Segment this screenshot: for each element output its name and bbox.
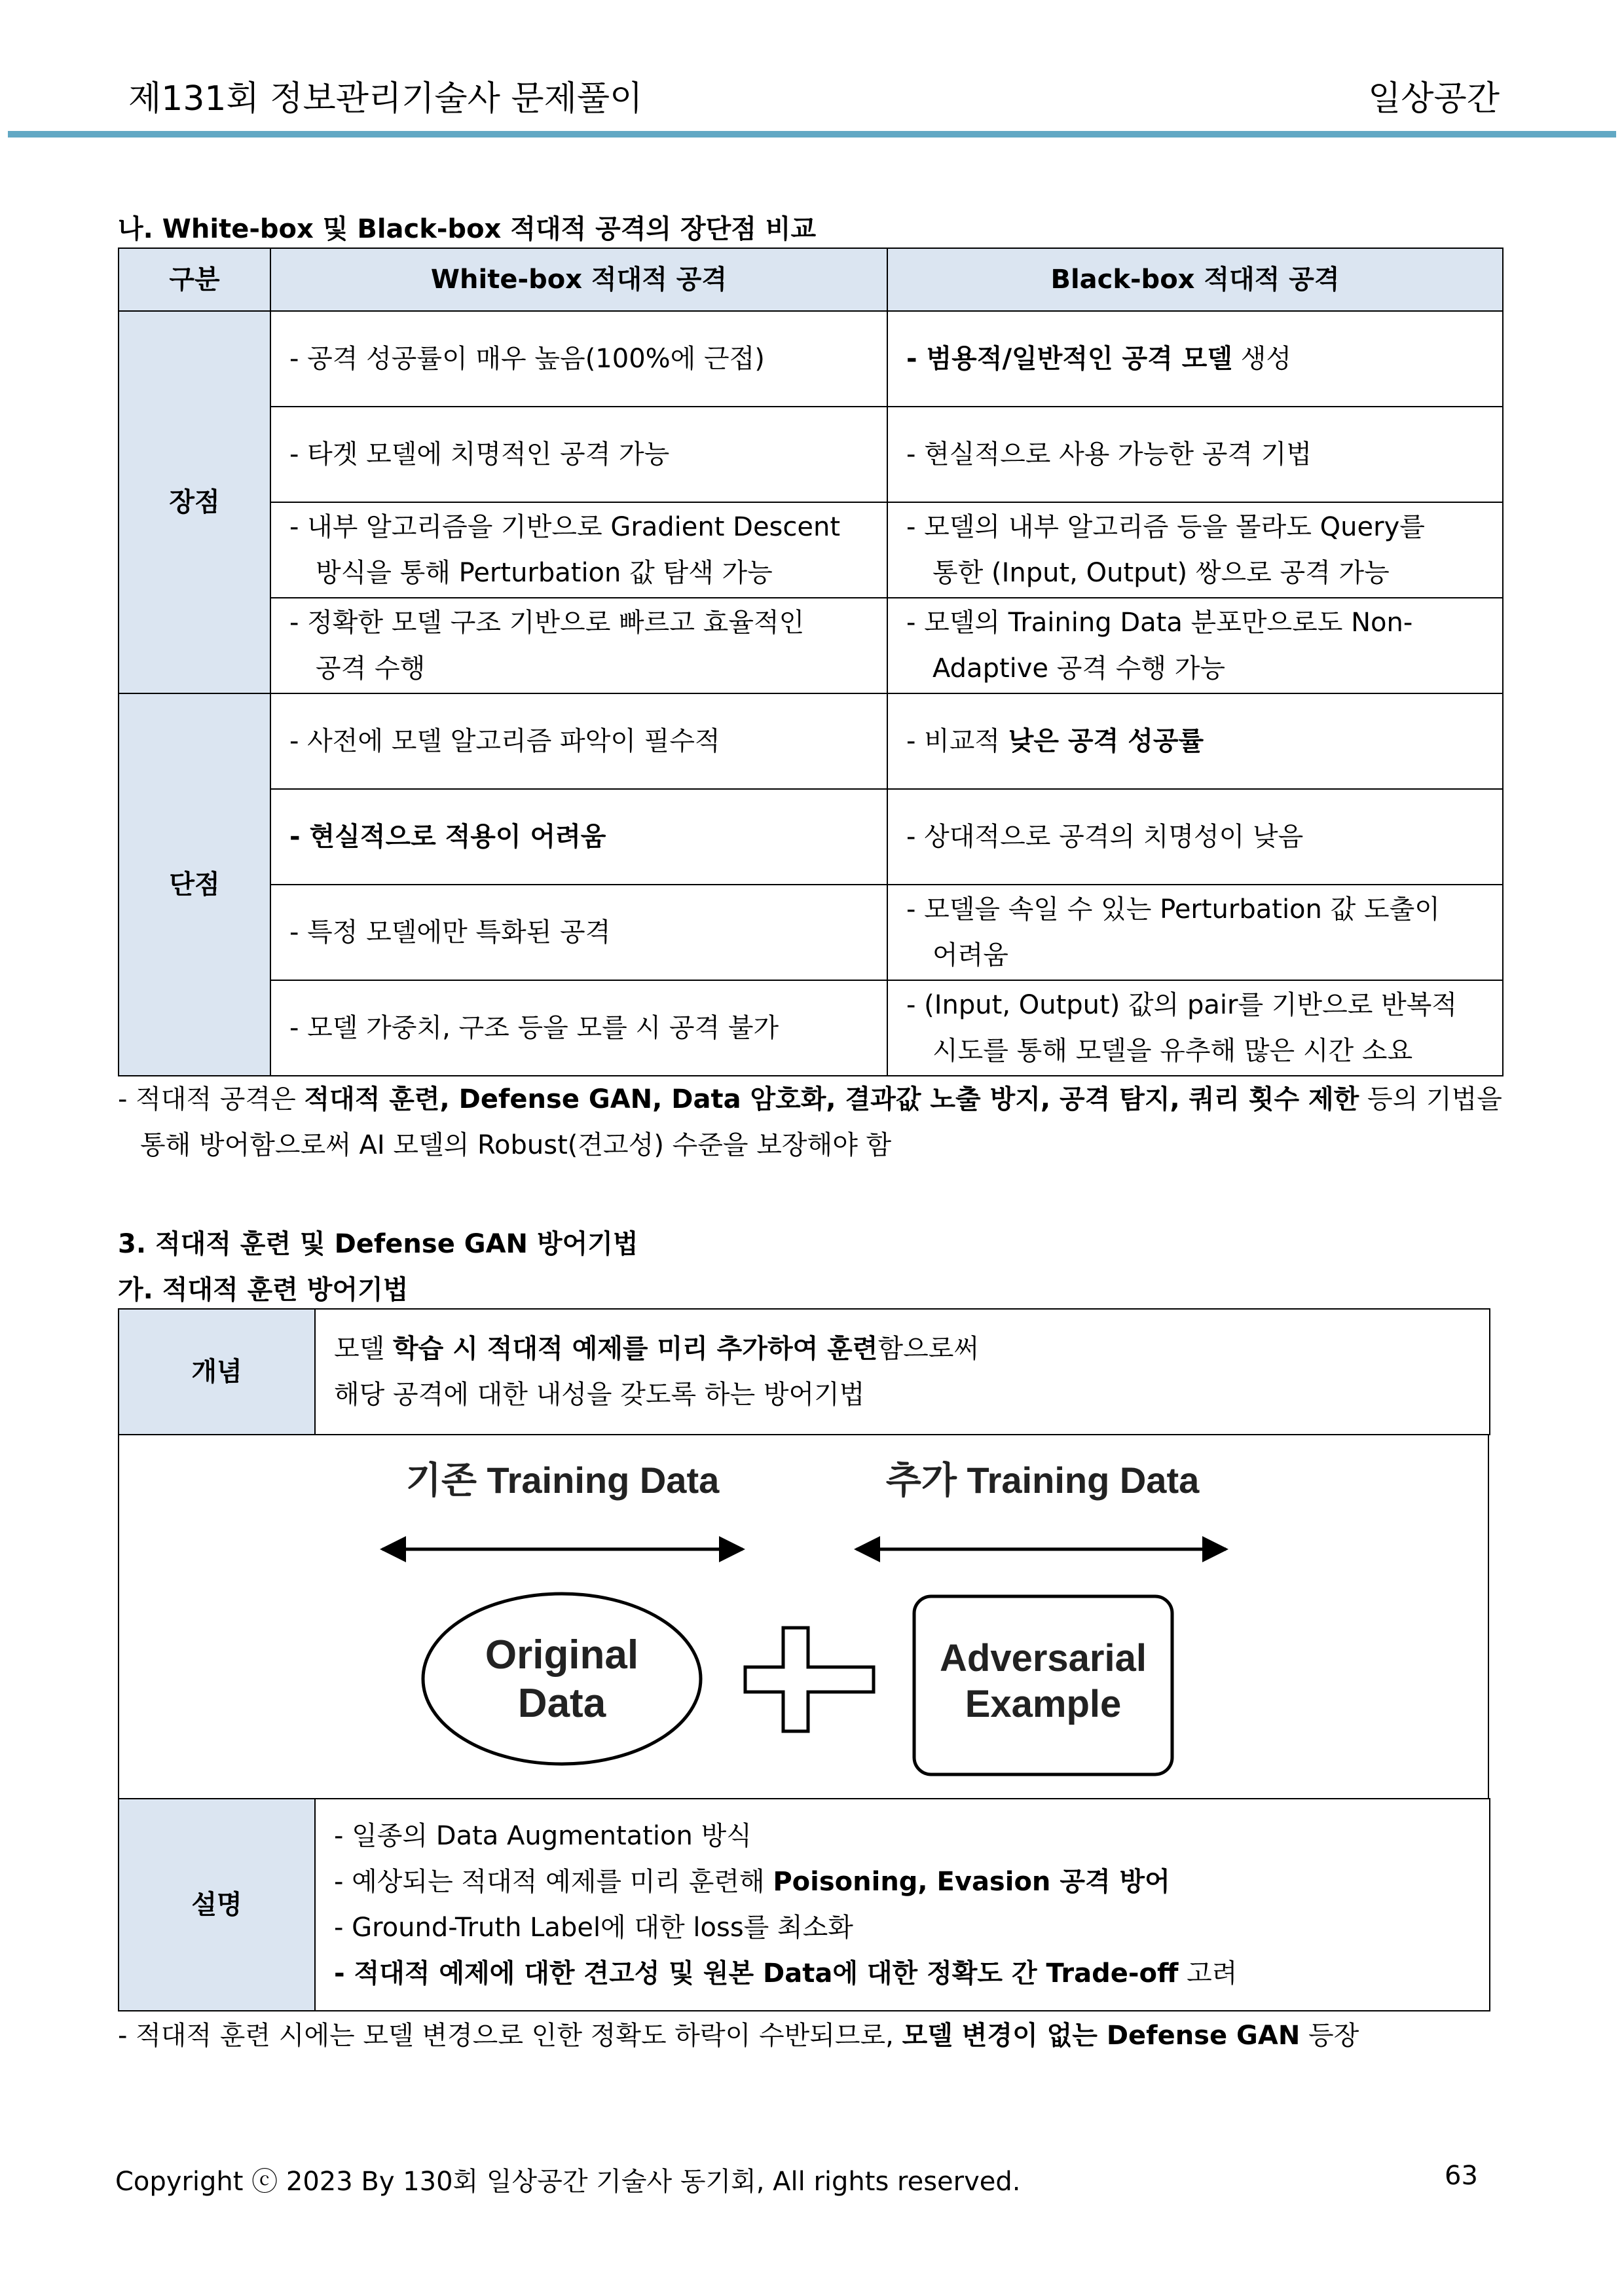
concept-text: 모델 학습 시 적대적 예제를 미리 추가하여 훈련함으로써 해당 공격에 대한 내성을 갖도록 하는 방어기법	[315, 1309, 1490, 1435]
table-row	[119, 502, 1503, 598]
table-row	[119, 311, 1503, 407]
note-defense-gan: - 적대적 훈련 시에는 모델 변경으로 인한 정확도 하락이 수반되므로, 모델 변경이 없는 Defense GAN 등장	[118, 2021, 1359, 2051]
table-row	[119, 1309, 1490, 1435]
table-row	[119, 693, 1503, 789]
table-row	[119, 980, 1503, 1076]
table-header-row	[119, 248, 1503, 311]
list-item: - 적대적 예제에 대한 견고성 및 원본 Data에 대한 정확도 간 Trade-off 고려	[334, 1958, 1238, 1989]
header-divider	[8, 131, 1616, 138]
plus-icon	[745, 1628, 874, 1731]
note-defense-summary: - 적대적 공격은 적대적 훈련, Defense GAN, Data 암호화, 결과값 노출 방지, 공격 탐지, 쿼리 횟수 제한 등의 기법을 통해 방어함으로써 AI 모델의 Robust(견고성) 수준을 보장해야 함	[118, 1084, 1502, 1160]
column-header-category: 구분	[119, 248, 270, 311]
concept-label: 개념	[119, 1309, 315, 1435]
list-item: - 예상되는 적대적 예제를 미리 훈련해 Poisoning, Evasion 공격 방어	[334, 1867, 1170, 1897]
cons-white-3: - 특정 모델에만 특화된 공격	[270, 885, 887, 980]
original-data-text-2: Data	[517, 1681, 606, 1726]
pros-black-3: - 모델의 내부 알고리즘 등을 몰라도 Query를 통한 (Input, Output) 쌍으로 공격 가능	[887, 502, 1503, 598]
cons-black-4: - (Input, Output) 값의 pair를 기반으로 반복적 시도를 통해 모델을 유추해 많은 시간 소요	[887, 980, 1503, 1076]
original-training-data-label: 기존 Training Data	[405, 1460, 720, 1501]
explanation-label: 설명	[119, 1799, 315, 2011]
pros-white-3: - 내부 알고리즘을 기반으로 Gradient Descent 방식을 통해 Perturbation 값 탐색 가능	[270, 502, 887, 598]
table-row	[119, 789, 1503, 885]
additional-training-data-label: 추가 Training Data	[885, 1460, 1200, 1501]
pros-black-1: - 범용적/일반적인 공격 모델 생성	[887, 311, 1503, 407]
page-number: 63	[1445, 2161, 1478, 2191]
row-label-cons: 단점	[119, 693, 270, 1076]
pros-black-4: - 모델의 Training Data 분포만으로도 Non- Adaptive 공격 수행 가능	[887, 598, 1503, 693]
column-header-blackbox: Black-box 적대적 공격	[887, 248, 1503, 311]
cons-white-4: - 모델 가중치, 구조 등을 모를 시 공격 불가	[270, 980, 887, 1076]
brand-label: 일상공간	[1368, 79, 1500, 119]
cons-black-3: - 모델을 속일 수 있는 Perturbation 값 도출이 어려움	[887, 885, 1503, 980]
section-heading-na: 나. White-box 및 Black-box 적대적 공격의 장단점 비교	[118, 214, 817, 244]
cons-white-2: - 현실적으로 적용이 어려움	[270, 789, 887, 885]
section-heading-3: 3. 적대적 훈련 및 Defense GAN 방어기법	[118, 1229, 638, 1259]
table-row	[119, 598, 1503, 693]
list-item: - 일종의 Data Augmentation 방식	[334, 1821, 752, 1851]
table-row	[119, 885, 1503, 980]
column-header-whitebox: White-box 적대적 공격	[270, 248, 887, 311]
adversarial-example-text-2: Example	[965, 1683, 1122, 1725]
explanation-list	[315, 1799, 1490, 2011]
pros-white-4: - 정확한 모델 구조 기반으로 빠르고 효율적인 공격 수행	[270, 598, 887, 693]
original-data-ellipse	[423, 1594, 701, 1764]
table-row	[119, 1799, 1490, 2011]
adversarial-training-diagram	[118, 1434, 1489, 1798]
subsection-heading-ga: 가. 적대적 훈련 방어기법	[118, 1275, 409, 1305]
pros-white-1: - 공격 성공률이 매우 높음(100%에 근접)	[270, 311, 887, 407]
cons-white-1: - 사전에 모델 알고리즘 파악이 필수적	[270, 693, 887, 789]
document-title: 제131회 정보관리기술사 문제풀이	[128, 79, 643, 119]
comparison-table	[118, 248, 1504, 1076]
explanation-table	[118, 1798, 1490, 2011]
copyright-text: Copyright ⓒ 2023 By 130회 일상공간 기술사 동기회, All rights reserved.	[115, 2167, 1021, 2197]
original-data-text-1: Original	[485, 1632, 639, 1678]
pros-white-2: - 타겟 모델에 치명적인 공격 가능	[270, 407, 887, 502]
list-item: - Ground-Truth Label에 대한 loss를 최소화	[334, 1913, 853, 1943]
row-label-pros: 장점	[119, 311, 270, 693]
diagram-svg	[119, 1434, 1488, 1798]
table-row	[119, 407, 1503, 502]
adversarial-example-text-1: Adversarial	[940, 1637, 1147, 1680]
concept-table	[118, 1308, 1490, 1435]
cons-black-2: - 상대적으로 공격의 치명성이 낮음	[887, 789, 1503, 885]
cons-black-1: - 비교적 낮은 공격 성공률	[887, 693, 1503, 789]
pros-black-2: - 현실적으로 사용 가능한 공격 기법	[887, 407, 1503, 502]
